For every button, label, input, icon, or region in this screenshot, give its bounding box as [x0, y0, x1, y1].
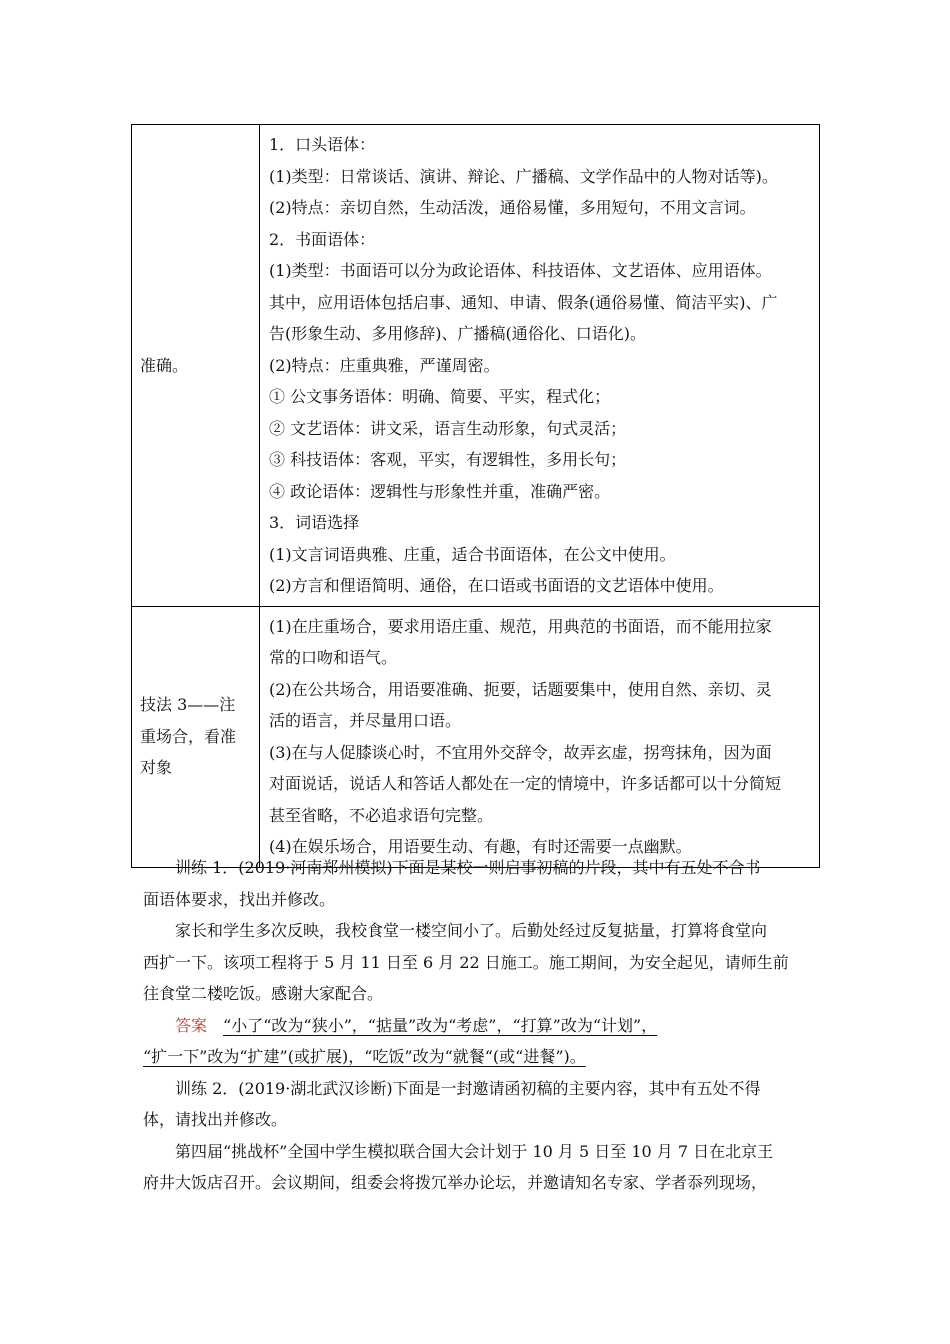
table-left-cell	[132, 606, 260, 867]
row2-content	[260, 607, 819, 867]
table-right-cell	[260, 125, 820, 607]
table-text-line: 甚至省略，不必追求语句完整。	[269, 805, 494, 825]
exercise-2-passage-line: 第四届“挑战杯”全国中学生模拟联合国大会计划于 10 月 5 日至 10 月 7 日在北京王	[143, 1141, 774, 1161]
exercise-2-prompt-line: 训练 2．(2019·湖北武汉诊断)下面是一封邀请函初稿的主要内容，其中有五处不得	[143, 1078, 761, 1098]
answer-label: 答案	[175, 1015, 208, 1035]
exercise-1-passage-line: 家长和学生多次反映，我校食堂一楼空间小了。后勤处经过反复掂量，打算将食堂向	[143, 921, 768, 940]
row2-left-line: 对象	[140, 758, 173, 778]
table-text-line: 常的口吻和语气。	[269, 648, 398, 667]
table-right-cell	[260, 606, 820, 867]
table-text-line: (3)在与人促膝谈心时，不宜用外交辞令，故弄玄虚，拐弯抹角，因为面	[269, 742, 772, 762]
table-text-line: (1)类型：书面语可以分为政论语体、科技语体、文艺语体、应用语体。	[269, 261, 772, 280]
answer-line: “小了“改为“狭小”，“掂量”改为“考虑”，“打算”改为“计划”，	[223, 1015, 658, 1035]
exercise-1-prompt-line: 面语体要求，找出并修改。	[143, 889, 336, 909]
row2-left-line: 重场合，看准	[140, 726, 237, 746]
table-text-line: ① 公文事务语体：明确、简要、平实，程式化；	[269, 387, 611, 406]
table-text-line: 告(形象生动、多用修辞)、广播稿(通俗化、口语化)。	[269, 324, 646, 343]
table-text-line: (1)在庄重场合，要求用语庄重、规范，用典范的书面语，而不能用拉家	[269, 616, 772, 636]
row2-left-label	[140, 689, 236, 784]
table-text-line: (2)在公共场合，用语要准确、扼要，话题要集中，使用自然、亲切、灵	[269, 679, 772, 699]
exercise-1-answer	[143, 1010, 808, 1042]
table-text-line: ④ 政论语体：逻辑性与形象性并重，准确严密。	[269, 481, 611, 501]
table-text-line: 对面说话，说话人和答话人都处在一定的情境中，许多话都可以十分简短	[269, 774, 782, 793]
table-text-line: (1)文言词语典雅、庄重，适合书面语体，在公文中使用。	[269, 544, 676, 564]
row2-left-line: 技法 3——注	[140, 695, 236, 715]
table-left-cell	[132, 125, 260, 607]
exercise-1	[143, 852, 808, 1199]
table-text-line: ③ 科技语体：客观，平实，有逻辑性，多用长句；	[269, 450, 627, 469]
table-text-line: 2．书面语体：	[269, 229, 376, 249]
table-row	[132, 125, 820, 607]
exercise-1-prompt-line: 训练 1．(2019·河南郑州模拟)下面是某校一则启事初稿的片段，其中有五处不合书	[143, 858, 761, 877]
row1-content	[260, 125, 819, 606]
table-text-line: 1．口头语体：	[269, 135, 376, 154]
table-text-line: 其中，应用语体包括启事、通知、申请、假条(通俗易懂、简洁平实)、广	[269, 292, 778, 312]
exercise-2-prompt-line: 体，请找出并修改。	[143, 1110, 288, 1129]
table-text-line: (2)特点：庄重典雅，严谨周密。	[269, 355, 500, 375]
exercise-1-passage-line: 往食堂二楼吃饭。感谢大家配合。	[143, 984, 384, 1003]
table-text-line: (2)特点：亲切自然，生动活泼，通俗易懂，多用短句，不用文言词。	[269, 198, 756, 217]
table-text-line: (1)类型：日常谈话、演讲、辩论、广播稿、文学作品中的人物对话等)。	[269, 166, 778, 186]
exercise-1-passage-line: 西扩一下。该项工程将于 5 月 11 日至 6 月 22 日施工。施工期间，为安全起见，请师生前	[143, 952, 789, 972]
table-row	[132, 606, 820, 867]
exercise-2-passage-line: 府井大饭店召开。会议期间，组委会将拨冗举办论坛，并邀请知名专家、学者忝列现场，	[143, 1173, 768, 1192]
table-text-line: 3．词语选择	[269, 513, 360, 532]
exercise-1-answer-cont	[143, 1041, 808, 1073]
answer-line: “扩一下”改为“扩建”(或扩展)，“吃饭”改为“就餐“(或“进餐”)。	[143, 1047, 586, 1066]
table-text-line: ② 文艺语体：讲文采，语言生动形象，句式灵活；	[269, 418, 627, 438]
row1-left-label: 准确。	[140, 355, 189, 375]
techniques-table	[131, 124, 820, 868]
table-text-line: 活的语言，并尽量用口语。	[269, 711, 462, 730]
table-text-line: (4)在娱乐场合，用语要生动、有趣，有时还需要一点幽默。	[269, 837, 692, 856]
table-text-line: (2)方言和俚语简明、通俗，在口语或书面语的文艺语体中使用。	[269, 576, 724, 595]
